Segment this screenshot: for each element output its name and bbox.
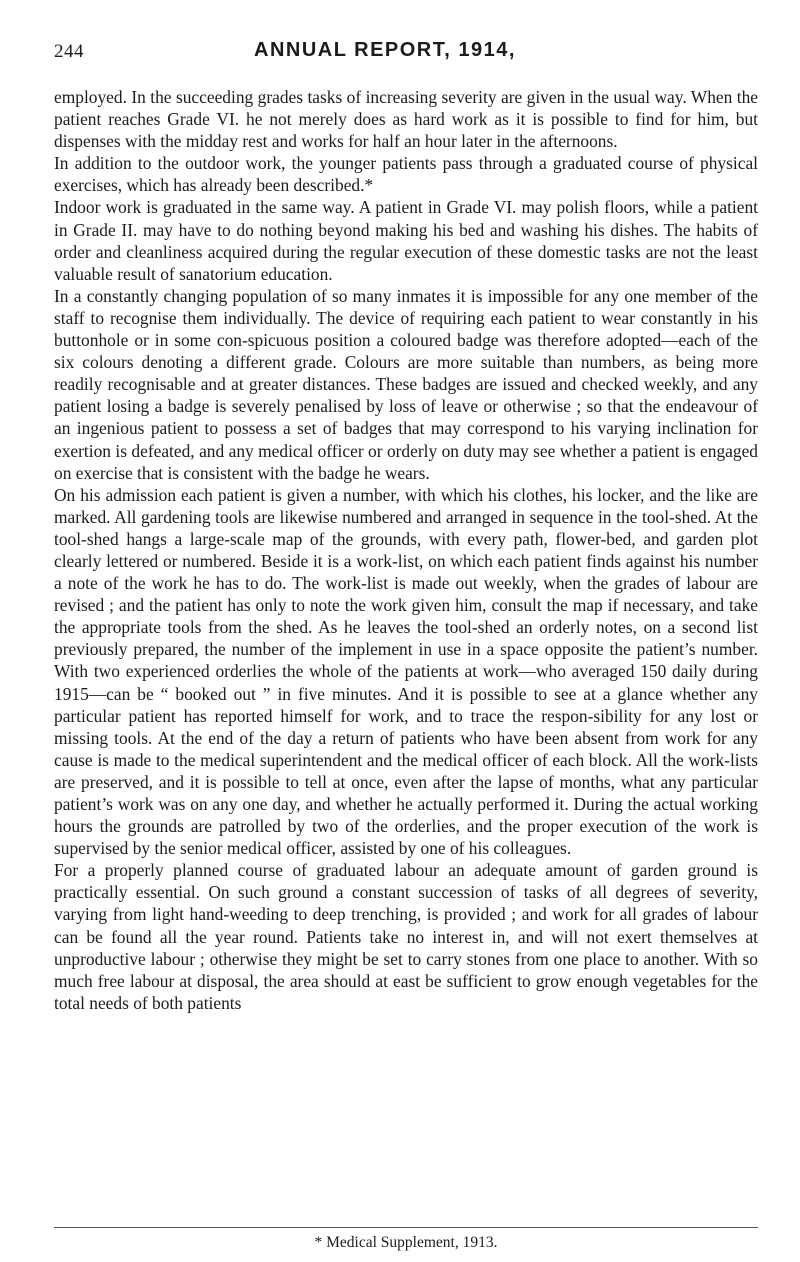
paragraph-4: In a constantly changing population of so many inmates it is impossible for any one member of the staff to recognise them individually. The device of requiring each patient to wear constantly in his buttonhole or in some con-spicuous position a coloured badge was therefore adopted—each of the six colours denoting a different grade. Colours are more suitable than numbers, as being more readily recognisable and at greater distances. These badges are issued and checked weekly, and any patient losing a badge is severely penalised by loss of leave or otherwise ; so that the endeavour of an ingenious patient to possess a set of badges that may correspond to his varying inclination for exertion is defeated, and any medical officer or orderly on duty may see whether a patient is engaged on exercise that is consistent with the badge he wears. — [54, 285, 758, 483]
paragraph-3: Indoor work is graduated in the same way. A patient in Grade VI. may polish floors, while a patient in Grade II. may have to do nothing beyond making his bed and washing his dishes. The habits of order and cleanliness acquired during the regular execution of these domestic tasks are not the least valuable result of sanatorium education. — [54, 197, 758, 284]
paragraph-5: On his admission each patient is given a number, with which his clothes, his locker, and the like are marked. All gardening tools are likewise numbered and arranged in sequence in the tool-shed. At the tool-shed hangs a large-scale map of the grounds, with every path, flower-bed, and garden plot clearly lettered or numbered. Beside it is a work-list, on which each patient finds against his number a note of the work he has to do. The work-list is made out weekly, when the grades of labour are revised ; and the patient has only to note the work given him, consult the map if necessary, and take the appropriate tools from the shed. As he leaves the tool-shed an orderly notes, on a second list previously prepared, the number of the implement in use in a space opposite the patient’s number. With two experienced orderlies the whole of the patients at work—who averaged 150 daily during 1915—can be “ booked out ” in five minutes. And it is possible to see at a glance whether any particular patient has reported himself for work, and to trace the respon-sibility for any lost or missing tools. At the end of the day a return of patients who have been absent from work for any cause is made to the medical superintendent and the medical officer of each block. All the work-lists are preserved, and it is possible to tell at once, even after the lapse of months, what any particular patient’s work was on any one day, and whether he actually performed it. During the actual working hours the grounds are patrolled by two of the orderlies, and the proper execution of the work is supervised by the senior medical officer, assisted by one of his colleagues. — [54, 484, 758, 859]
paragraph-2: In addition to the outdoor work, the younger patients pass through a graduated course of physical exercises, which has already been described.* — [54, 153, 758, 196]
running-title: ANNUAL REPORT, 1914, — [254, 39, 516, 61]
footnote-divider — [54, 1227, 758, 1228]
paragraph-1: employed. In the succeeding grades tasks of increasing severity are given in the usual way. When the patient reaches Grade VI. he not merely does as hard work as it is possible to find for him, but dispenses with the midday rest and works for half an hour later in the afternoons. — [54, 87, 758, 152]
document-page — [54, 0, 758, 1251]
page-number: 244 — [54, 41, 84, 62]
page-header — [54, 0, 758, 60]
body-text — [54, 86, 758, 1014]
paragraph-6: For a properly planned course of graduated labour an adequate amount of garden ground is practically essential. On such ground a constant succession of tasks of all degrees of severity, varying from light hand-weeding to deep trenching, is provided ; and work for all grades of labour can be found all the year round. Patients take no interest in, and will not exert themselves at unproductive labour ; otherwise they might be set to carry stones from one place to another. With so much free labour at disposal, the area should at east be sufficient to grow enough vegetables for the total needs of both patients — [54, 860, 758, 1013]
footnote: * Medical Supplement, 1913. — [314, 1234, 498, 1251]
